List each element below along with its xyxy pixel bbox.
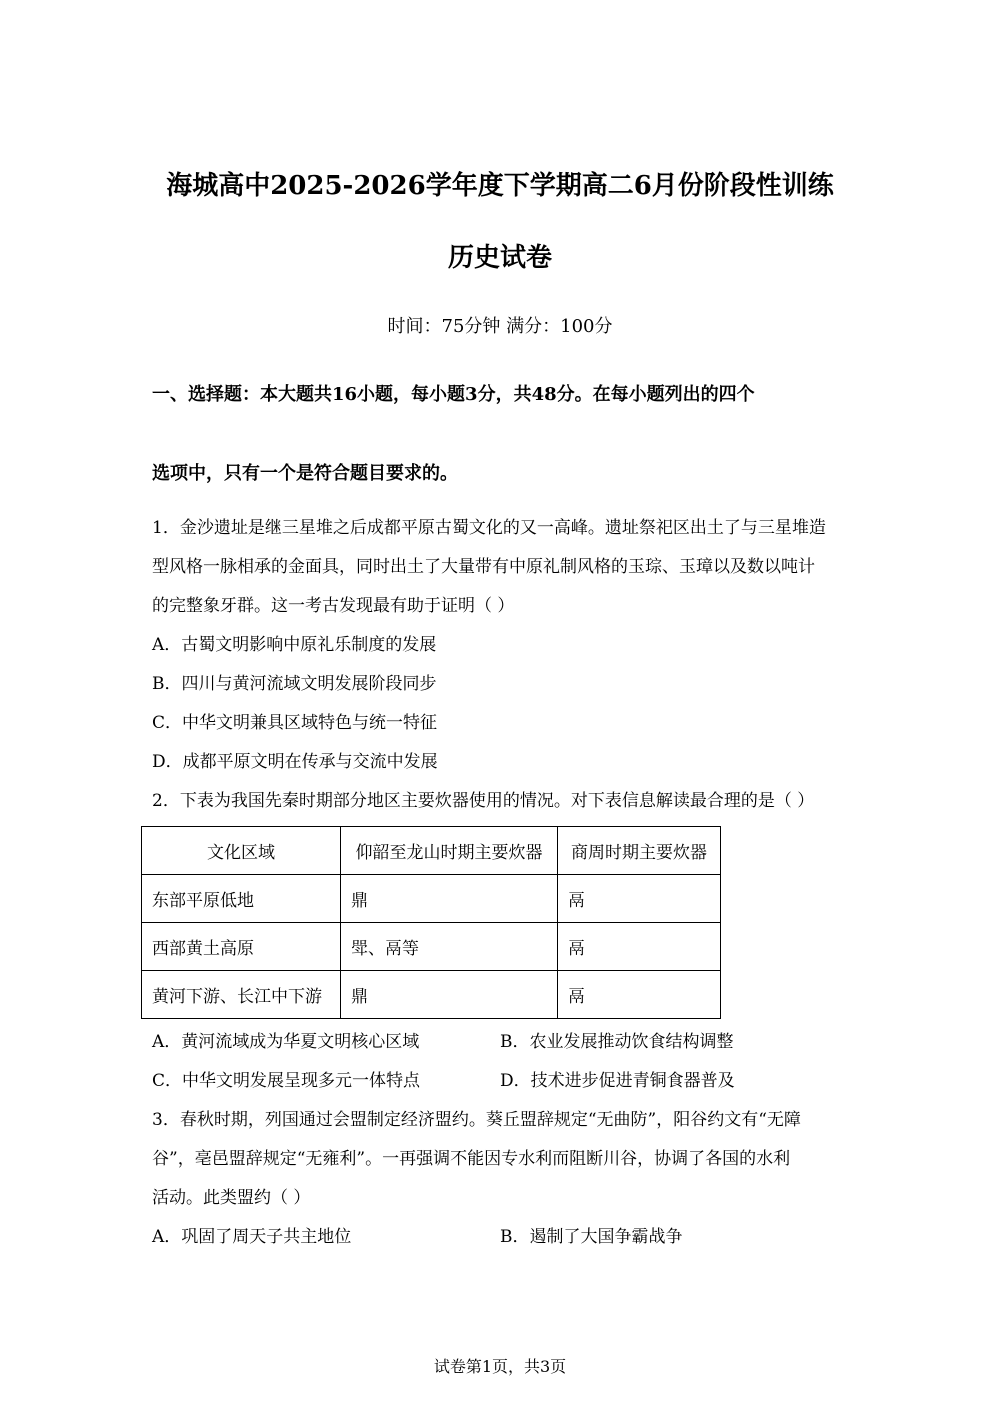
table-row [142,923,721,971]
table-header-cell: 文化区域 [142,827,341,875]
q1-option-c: C．中华文明兼具区域特色与统一特征 [152,713,438,733]
q3-option-a: A．巩固了周天子共主地位 [152,1227,352,1247]
page-footer: 试卷第1页，共3页 [433,1357,567,1376]
q2-option-b: B．农业发展推动饮食结构调整 [500,1032,734,1052]
q1-stem-line1: 1．金沙遗址是继三星堆之后成都平原古蜀文化的又一高峰。遗址祭祀区出土了与三星堆造 [152,518,826,538]
table-cell: 斝、鬲等 [341,923,558,971]
q2-option-c: C．中华文明发展呈现多元一体特点 [152,1071,421,1091]
q3-option-b: B．遏制了大国争霸战争 [500,1227,683,1247]
q2-option-d: D．技术进步促进青铜食器普及 [500,1071,735,1091]
exam-meta: 时间：75分钟 满分：100分 [387,316,613,337]
q2-table [141,826,721,1019]
q3-stem-line2: 谷”，亳邑盟辞规定“无雍利”。一再强调不能因专水利而阻断川谷，协调了各国的水利 [152,1149,791,1169]
table-header-cell: 仰韶至龙山时期主要炊器 [341,827,558,875]
q3-stem-line3: 活动。此类盟约（ ） [152,1188,311,1208]
table-cell: 鼎 [341,875,558,923]
exam-title-line2: 历史试卷 [447,243,552,273]
table-cell: 西部黄土高原 [142,923,341,971]
table-row [142,875,721,923]
q1-stem-line3: 的完整象牙群。这一考古发现最有助于证明（ ） [152,596,515,616]
section-heading-line2: 选项中，只有一个是符合题目要求的。 [152,463,458,484]
section-heading-line1: 一、选择题：本大题共16小题，每小题3分，共48分。在每小题列出的四个 [152,384,755,405]
q1-stem-line2: 型风格一脉相承的金面具，同时出土了大量带有中原礼制风格的玉琮、玉璋以及数以吨计 [152,557,815,577]
q1-option-a: A．古蜀文明影响中原礼乐制度的发展 [152,635,437,655]
q3-stem-line1: 3．春秋时期，列国通过会盟制定经济盟约。葵丘盟辞规定“无曲防”，阳谷约文有“无障 [152,1110,801,1130]
table-cell: 鬲 [558,923,721,971]
table-header-cell: 商周时期主要炊器 [558,827,721,875]
q1-option-b: B．四川与黄河流域文明发展阶段同步 [152,674,437,694]
table-cell: 鬲 [558,875,721,923]
exam-title-line1: 海城高中2025-2026学年度下学期高二6月份阶段性训练 [166,171,834,201]
table-header-row [142,827,721,875]
table-cell: 黄河下游、长江中下游 [142,971,341,1019]
table-cell: 东部平原低地 [142,875,341,923]
q2-stem: 2．下表为我国先秦时期部分地区主要炊器使用的情况。对下表信息解读最合理的是（ ） [152,791,815,811]
table-cell: 鼎 [341,971,558,1019]
table-row [142,971,721,1019]
table-cell: 鬲 [558,971,721,1019]
q2-option-a: A．黄河流域成为华夏文明核心区域 [152,1032,420,1052]
q1-option-d: D．成都平原文明在传承与交流中发展 [152,752,438,772]
